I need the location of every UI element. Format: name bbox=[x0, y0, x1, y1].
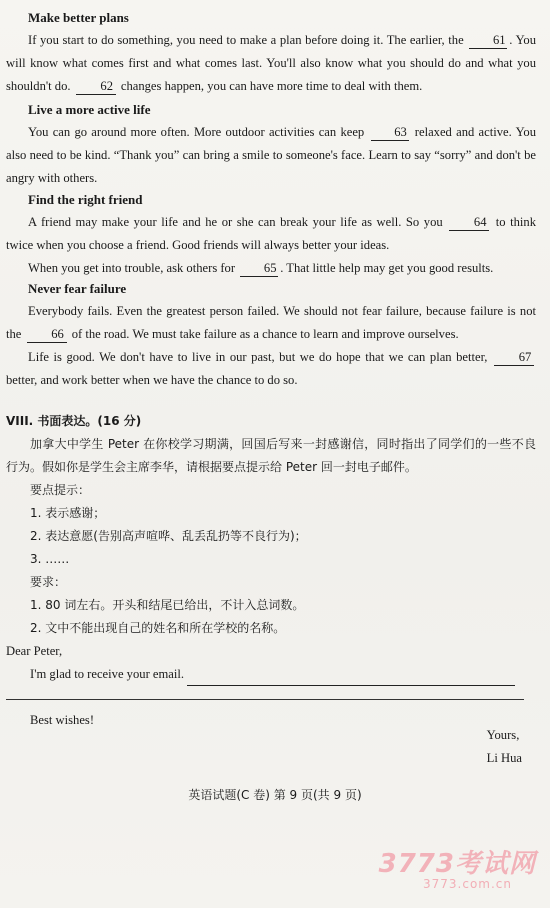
section-friend bbox=[6, 188, 536, 280]
blank-63: 63 bbox=[371, 124, 409, 141]
salutation: Dear Peter, bbox=[6, 644, 63, 658]
text: to think twice when you choose a friend. Good friends will always better your ideas. bbox=[6, 215, 536, 252]
tip-item: 2. 表达意愿(告别高声喧哗、乱丢乱扔等不良行为)； bbox=[30, 529, 307, 543]
text: A friend may make your life and he or she can break your life as well. So you bbox=[28, 215, 443, 229]
blank-67: 67 bbox=[494, 349, 534, 366]
section-failure bbox=[6, 277, 536, 392]
tip-item: 1. 表示感谢； bbox=[30, 506, 106, 520]
blank-66: 66 bbox=[27, 326, 67, 343]
section-heading: Live a more active life bbox=[28, 102, 151, 117]
blank-64: 64 bbox=[449, 214, 489, 231]
blank-62: 62 bbox=[76, 78, 116, 95]
text: relaxed and active. You also need to be kind. “Thank you” can bring a smile to someone's face. Learn to say “sorry” and don't be angry with others. bbox=[6, 125, 536, 185]
requirement-item: 1. 80 词左右。开头和结尾已给出，不计入总词数。 bbox=[30, 598, 305, 612]
page-footer: 英语试题(C 卷) 第 9 页(共 9 页) bbox=[188, 788, 362, 802]
text: Life is good. We don't have to live in our past, but we do hope that we can plan better, bbox=[28, 350, 488, 364]
writing-section bbox=[6, 410, 536, 640]
text: better, and work better when we have the chance to do so. bbox=[6, 373, 298, 387]
closing: Best wishes! bbox=[30, 713, 95, 727]
site-watermark: 3773考试网 bbox=[378, 849, 536, 879]
signature: Li Hua bbox=[486, 751, 522, 765]
paragraph bbox=[6, 346, 536, 392]
requirements-label: 要求： bbox=[30, 575, 67, 589]
requirement-item: 2. 文中不能出现自己的姓名和所在学校的名称。 bbox=[30, 621, 286, 635]
text: changes happen, you can have more time to deal with them. bbox=[120, 79, 423, 93]
letter-opening bbox=[6, 640, 536, 686]
text: If you start to do something, you need to make a plan before doing it. The earlier, the bbox=[28, 33, 464, 47]
letter-closing bbox=[6, 709, 536, 732]
section-heading: Make better plans bbox=[28, 10, 129, 25]
section-heading: Find the right friend bbox=[28, 192, 143, 207]
section-heading: Never fear failure bbox=[28, 281, 127, 296]
tip-item: 3. …… bbox=[30, 552, 70, 566]
tips-label: 要点提示： bbox=[30, 483, 91, 497]
signoff: Yours, bbox=[486, 728, 520, 742]
paragraph bbox=[6, 211, 536, 257]
signoff-block bbox=[487, 724, 522, 770]
paragraph bbox=[6, 300, 536, 346]
section-active bbox=[6, 98, 536, 190]
text: When you get into trouble, ask others for bbox=[28, 261, 236, 275]
paragraph bbox=[6, 29, 536, 98]
opening-text: I'm glad to receive your email. bbox=[30, 667, 185, 681]
section-plans bbox=[6, 6, 536, 98]
text: of the road. We must take failure as a chance to learn and improve ourselves. bbox=[71, 327, 459, 341]
writing-intro: 加拿大中学生 Peter 在你校学习期满，回国后写来一封感谢信，同时指出了同学们的一些不良行为。假如你是学生会主席李华，请根据要点提示给 Peter 回一封电子邮件。 bbox=[6, 437, 536, 474]
answer-line[interactable] bbox=[6, 699, 524, 700]
blank-65: 65 bbox=[240, 260, 278, 277]
text: . You will know what comes first and what comes last. You'll also know what you should do and what you shouldn't do. bbox=[6, 33, 537, 93]
text: . That little help may get you good results. bbox=[280, 261, 494, 275]
opening-line bbox=[6, 663, 536, 686]
answer-line[interactable] bbox=[187, 671, 515, 686]
writing-title: VIII. 书面表达。(16 分) bbox=[6, 414, 142, 428]
blank-61: 61 bbox=[469, 32, 507, 49]
text: Everybody fails. Even the greatest person failed. We should not fear failure, because failure is not the bbox=[6, 304, 536, 341]
site-watermark-url: 3773.com.cn bbox=[423, 877, 512, 891]
text: You can go around more often. More outdoor activities can keep bbox=[28, 125, 365, 139]
paragraph bbox=[6, 121, 536, 190]
